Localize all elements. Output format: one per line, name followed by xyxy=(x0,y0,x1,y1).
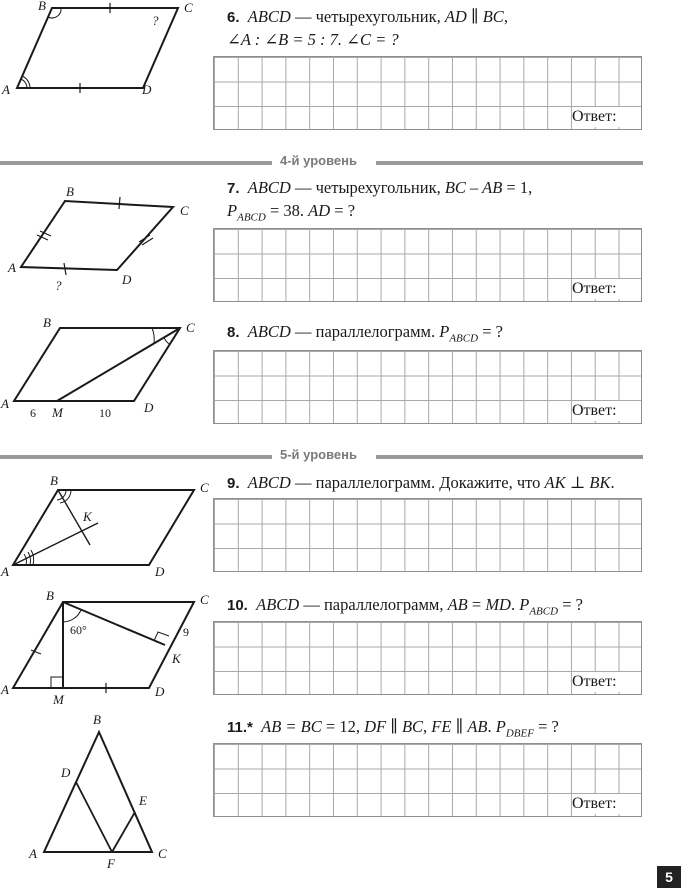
vertex-d-label: D xyxy=(142,82,152,97)
figure-task-6 xyxy=(0,0,210,100)
segment-am-value: 6 xyxy=(30,406,36,420)
task-text: . xyxy=(610,473,615,492)
task-number: 7. xyxy=(227,180,240,197)
task-text: AB xyxy=(467,717,488,736)
task-text: . xyxy=(510,595,520,614)
task-text: = xyxy=(467,595,486,614)
task-text: ∥ xyxy=(466,7,483,26)
figure-task-10 xyxy=(0,588,210,708)
vertex-c-label: C xyxy=(180,203,189,218)
answer-label: Ответ: xyxy=(572,672,638,692)
task-number: 8. xyxy=(227,324,240,341)
task-text: AK xyxy=(544,473,566,492)
task-text: — параллелограмм. xyxy=(290,322,440,341)
task-text: BC xyxy=(482,7,504,26)
task-text: MD xyxy=(485,595,511,614)
answer-label: Ответ: xyxy=(572,107,638,127)
vertex-d-label: D xyxy=(155,564,165,579)
task-text: DBEF xyxy=(505,727,534,740)
level-4-heading: 4-й уровень xyxy=(276,153,361,168)
figure-task-7 xyxy=(0,180,210,300)
vertex-b-label: B xyxy=(66,184,74,199)
figure-task-8 xyxy=(0,316,210,426)
point-m-label: M xyxy=(52,405,63,420)
task-text: ABCD xyxy=(247,7,291,26)
task-text: ∠A : ∠B = 5 : 7. ∠C = ? xyxy=(227,30,399,49)
task-10-text xyxy=(227,594,583,622)
answer-label: Ответ: xyxy=(572,794,638,814)
task-text: — четырехугольник, xyxy=(290,7,445,26)
vertex-b-label: B xyxy=(46,588,54,603)
vertex-d-label: D xyxy=(155,684,165,699)
task-text: BK xyxy=(589,473,611,492)
point-f-label: F xyxy=(107,856,115,871)
task-6-text xyxy=(227,6,508,51)
task-text: ABCD xyxy=(247,178,291,197)
task-text: = ? xyxy=(558,595,583,614)
vertex-c-label: C xyxy=(184,0,193,15)
task-text: DF xyxy=(364,717,387,736)
task-text: = ? xyxy=(478,322,503,341)
task-text: — параллелограмм. Докажите, что xyxy=(290,473,545,492)
task-text: — четырехугольник, xyxy=(290,178,445,197)
answer-grid-7[interactable] xyxy=(213,228,642,302)
vertex-d-label: D xyxy=(122,272,132,287)
task-text: — параллелограмм, xyxy=(299,595,448,614)
task-text: P xyxy=(439,322,450,341)
point-m-label: M xyxy=(53,692,64,707)
task-text: ∥ xyxy=(386,717,402,736)
vertex-b-label: B xyxy=(50,473,58,488)
task-text: AB = BC xyxy=(261,717,322,736)
task-text: ABCD xyxy=(247,322,291,341)
vertex-a-label: A xyxy=(29,846,37,861)
task-text: ABCD xyxy=(449,332,479,345)
segment-md-value: 10 xyxy=(99,406,111,420)
task-text: P xyxy=(519,595,530,614)
task-text: ABCD xyxy=(529,605,559,618)
task-text: FE xyxy=(431,717,452,736)
vertex-a-label: A xyxy=(8,260,16,275)
point-d-label: D xyxy=(61,765,71,780)
task-text: , xyxy=(423,717,432,736)
task-text: = 12, xyxy=(321,717,365,736)
vertex-b-label: B xyxy=(38,0,46,13)
vertex-b-label: B xyxy=(43,315,51,330)
answer-label: Ответ: xyxy=(572,279,638,299)
task-text: = 38. xyxy=(265,201,309,220)
task-text: ∥ xyxy=(451,717,468,736)
task-11-text xyxy=(227,716,559,744)
task-9-text xyxy=(227,472,615,495)
vertex-a-label: A xyxy=(1,564,9,579)
vertex-c-label: C xyxy=(200,480,209,495)
figure-task-9 xyxy=(0,470,210,580)
page-number: 5 xyxy=(657,866,681,888)
task-text: = ? xyxy=(533,717,559,736)
task-text: AB xyxy=(447,595,468,614)
task-text: ABCD xyxy=(237,211,266,224)
task-number: 10. xyxy=(227,597,248,614)
level-5-heading: 5-й уровень xyxy=(276,447,361,462)
segment-ck-value: 9 xyxy=(183,625,189,639)
task-number: 11.* xyxy=(227,719,253,736)
vertex-d-label: D xyxy=(144,400,154,415)
unknown-side-label: ? xyxy=(55,278,62,293)
answer-grid-8[interactable] xyxy=(213,350,642,424)
task-text: BC – AB xyxy=(444,178,503,197)
figure-task-11 xyxy=(0,710,210,880)
task-text: P xyxy=(227,201,238,220)
level-4-divider xyxy=(0,155,643,171)
task-text: ABCD xyxy=(256,595,300,614)
angle-value: 60° xyxy=(70,623,87,637)
point-k-label: K xyxy=(172,651,181,666)
task-8-text xyxy=(227,321,503,349)
task-text: ABCD xyxy=(247,473,291,492)
task-text: AD xyxy=(308,201,331,220)
task-7-text xyxy=(227,177,532,228)
vertex-c-label: C xyxy=(200,592,209,607)
point-k-label: K xyxy=(83,509,92,524)
answer-grid-10[interactable] xyxy=(213,621,642,695)
task-text: = ? xyxy=(330,201,356,220)
vertex-a-label: A xyxy=(1,682,9,697)
level-5-divider xyxy=(0,449,643,465)
task-text: . xyxy=(487,717,496,736)
task-text: BC xyxy=(401,717,424,736)
answer-grid-11[interactable] xyxy=(213,743,642,817)
vertex-b-label: B xyxy=(93,712,101,727)
vertex-c-label: C xyxy=(186,320,195,335)
task-number: 9. xyxy=(227,475,240,492)
answer-grid-6[interactable] xyxy=(213,56,642,130)
point-e-label: E xyxy=(139,793,147,808)
answer-grid-9[interactable] xyxy=(213,498,642,572)
task-number: 6. xyxy=(227,9,240,26)
vertex-a-label: A xyxy=(2,82,10,97)
task-text: P xyxy=(495,717,506,736)
vertex-a-label: A xyxy=(1,396,9,411)
task-text: AD xyxy=(444,7,467,26)
vertex-c-label: C xyxy=(158,846,167,861)
answer-label: Ответ: xyxy=(572,401,638,421)
unknown-angle-label: ? xyxy=(152,13,159,28)
task-text: , xyxy=(503,7,508,26)
task-text: ⊥ xyxy=(565,473,590,492)
task-text: = 1, xyxy=(502,178,533,197)
